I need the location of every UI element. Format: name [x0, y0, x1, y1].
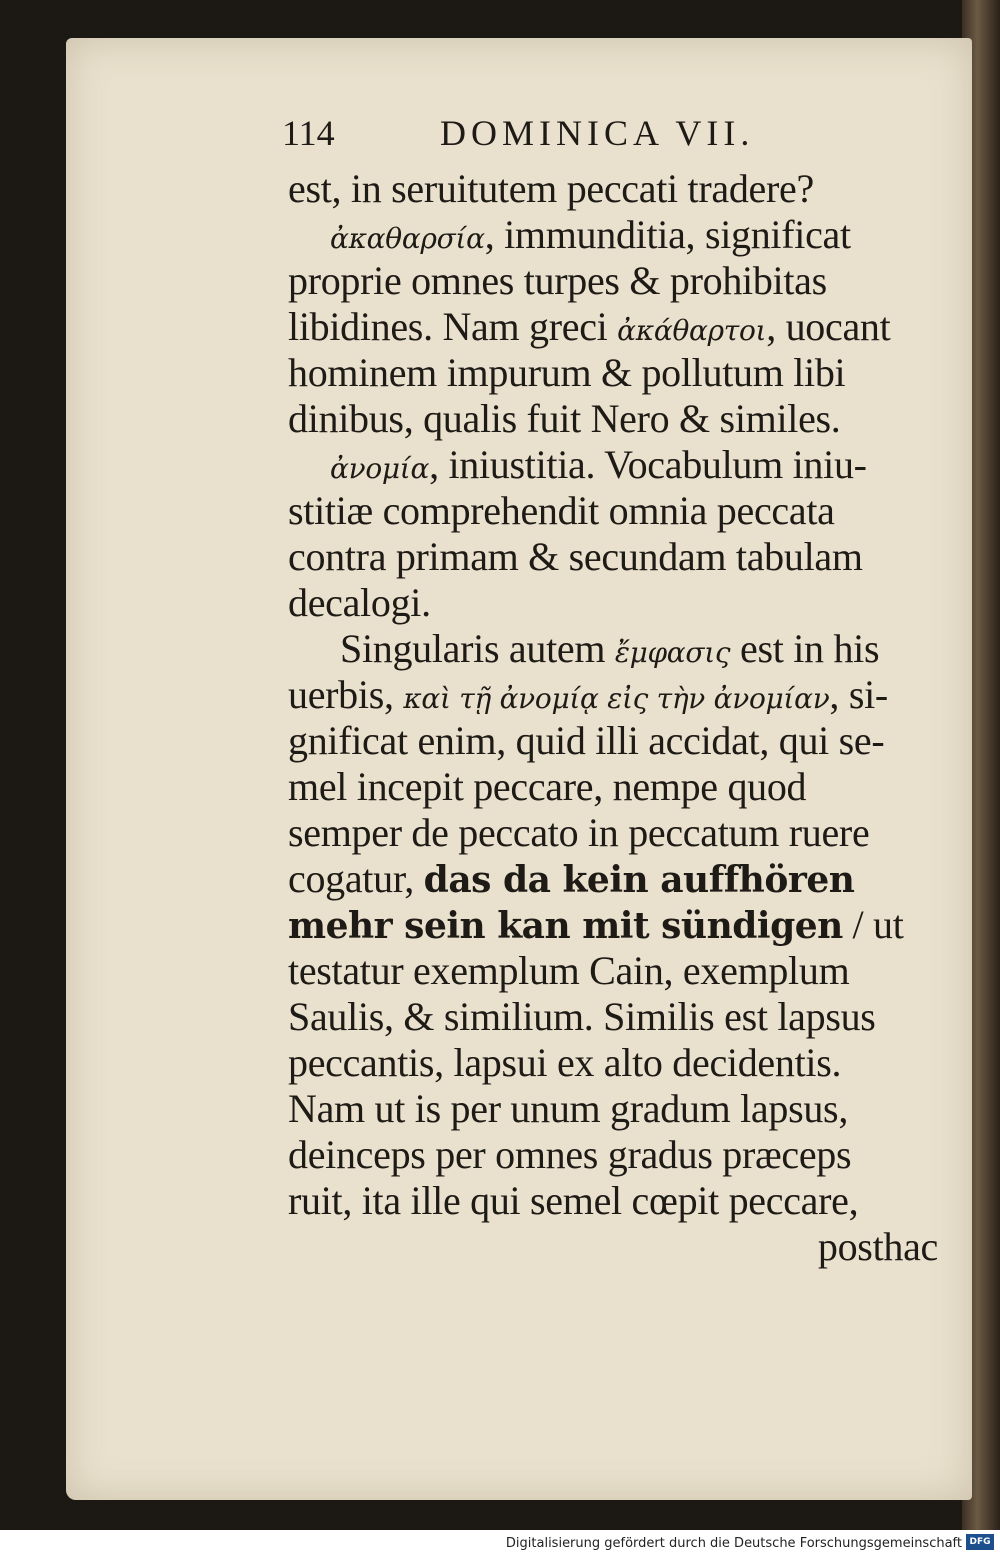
text-line: ἀκαθαρσία, immunditia, significat [330, 212, 851, 257]
text-line: ἀνομία, iniustitia. Vocabulum iniu- [330, 442, 867, 487]
section-title: DOMINICA VII. [440, 113, 755, 153]
text-line: dinibus, qualis fuit Nero & similes. [288, 396, 841, 441]
footer-bar [0, 1530, 1000, 1555]
greek-term: ἀκαθαρσία [330, 222, 485, 255]
text-line: deinceps per omnes gradus præceps [288, 1132, 852, 1177]
text-line: Saulis, & similium. Similis est lapsus [288, 994, 876, 1039]
text-line: cogatur, das da kein auffhören [288, 856, 855, 901]
text-line: est, in seruitutem peccati tradere? [288, 166, 814, 211]
german-fraktur: mehr sein kan mit sündigen [288, 905, 843, 947]
greek-quote: καὶ τῇ ἀνομίᾳ εἰς τὴν ἀνομίαν [403, 682, 830, 715]
text-line: uerbis, καὶ τῇ ἀνομίᾳ εἰς τὴν ἀνομίαν, si- [288, 672, 888, 717]
text-line: Nam ut is per unum gradum lapsus, [288, 1086, 849, 1131]
text-line: hominem impurum & pollutum libi [288, 350, 846, 395]
text-line: mel incepit peccare, nempe quod [288, 764, 807, 809]
running-head [282, 112, 922, 156]
text-line: testatur exemplum Cain, exemplum [288, 948, 850, 993]
greek-term: ἀνομία [330, 452, 430, 485]
text-line: ruit, ita ille qui semel cœpit peccare, [288, 1178, 859, 1223]
catchword: posthac [817, 1224, 938, 1269]
text-line: contra primam & secundam tabulam [288, 534, 863, 579]
text-line: mehr sein kan mit sündigen / ut [288, 902, 904, 947]
text-line: proprie omnes turpes & prohibitas [288, 258, 827, 303]
footer-credit: Digitalisierung gefördert durch die Deutsche Forschungsgemeinschaft [505, 1536, 962, 1551]
text-line: semper de peccato in peccatum ruere [288, 810, 870, 855]
text-line: gnificat enim, quid illi accidat, qui se- [288, 718, 885, 763]
page-number: 114 [282, 113, 335, 153]
text-line: peccantis, lapsui ex alto decidentis. [288, 1040, 842, 1085]
text-line: Singularis autem ἔμφασις est in his [340, 626, 880, 671]
german-fraktur: das da kein auffhören [423, 859, 855, 901]
text-line: stitiæ comprehendit omnia peccata [288, 488, 835, 533]
dfg-logo: DFG [966, 1534, 994, 1550]
text-line: libidines. Nam greci ἀκάθαρτοι, uocant [288, 304, 891, 349]
text-line: decalogi. [288, 580, 431, 625]
greek-term: ἔμφασις [614, 636, 731, 669]
greek-term: ἀκάθαρτοι [617, 314, 767, 347]
